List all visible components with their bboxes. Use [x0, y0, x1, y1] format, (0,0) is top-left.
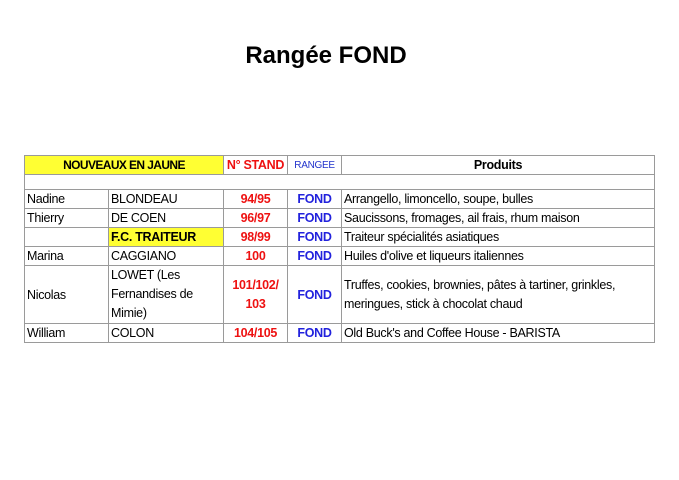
cell-last-name: DE COEN: [109, 209, 224, 228]
cell-last-name: LOWET (Les Fernandises de Mimie): [109, 266, 224, 324]
cell-rangee: FOND: [288, 324, 342, 343]
table-row: [25, 247, 655, 266]
cell-last-name: F.C. TRAITEUR: [109, 228, 224, 247]
cell-first-name: Nicolas: [25, 266, 109, 324]
table-row: [25, 228, 655, 247]
table-row: [25, 190, 655, 209]
cell-produits: Saucissons, fromages, ail frais, rhum maison: [342, 209, 655, 228]
stands-table: [24, 155, 655, 343]
table-row: [25, 266, 655, 324]
cell-rangee: FOND: [288, 209, 342, 228]
cell-produits: Huiles d'olive et liqueurs italiennes: [342, 247, 655, 266]
cell-rangee: FOND: [288, 247, 342, 266]
cell-produits: Truffes, cookies, brownies, pâtes à tartiner, grinkles, meringues, stick à chocolat chaud: [342, 266, 655, 324]
cell-last-name: CAGGIANO: [109, 247, 224, 266]
cell-stand: 94/95: [224, 190, 288, 209]
cell-rangee: FOND: [288, 228, 342, 247]
cell-first-name: Nadine: [25, 190, 109, 209]
page-title: Rangée FOND: [245, 42, 407, 69]
cell-stand: 101/102/ 103: [224, 266, 288, 324]
cell-last-name: COLON: [109, 324, 224, 343]
table-row: [25, 324, 655, 343]
table-row: [25, 209, 655, 228]
cell-first-name: [25, 228, 109, 247]
cell-rangee: FOND: [288, 266, 342, 324]
table-header-row: [25, 156, 655, 175]
cell-first-name: Marina: [25, 247, 109, 266]
cell-stand: 100: [224, 247, 288, 266]
cell-last-name: BLONDEAU: [109, 190, 224, 209]
header-nouveaux: NOUVEAUX EN JAUNE: [25, 156, 224, 175]
header-rangee: RANGEE: [288, 156, 342, 175]
cell-produits: Arrangello, limoncello, soupe, bulles: [342, 190, 655, 209]
cell-first-name: Thierry: [25, 209, 109, 228]
header-stand: N° STAND: [224, 156, 288, 175]
cell-stand: 98/99: [224, 228, 288, 247]
spacer-row: [25, 175, 655, 190]
cell-produits: Old Buck's and Coffee House - BARISTA: [342, 324, 655, 343]
cell-stand: 96/97: [224, 209, 288, 228]
cell-rangee: FOND: [288, 190, 342, 209]
header-produits: Produits: [342, 156, 655, 175]
cell-stand: 104/105: [224, 324, 288, 343]
cell-first-name: William: [25, 324, 109, 343]
cell-produits: Traiteur spécialités asiatiques: [342, 228, 655, 247]
